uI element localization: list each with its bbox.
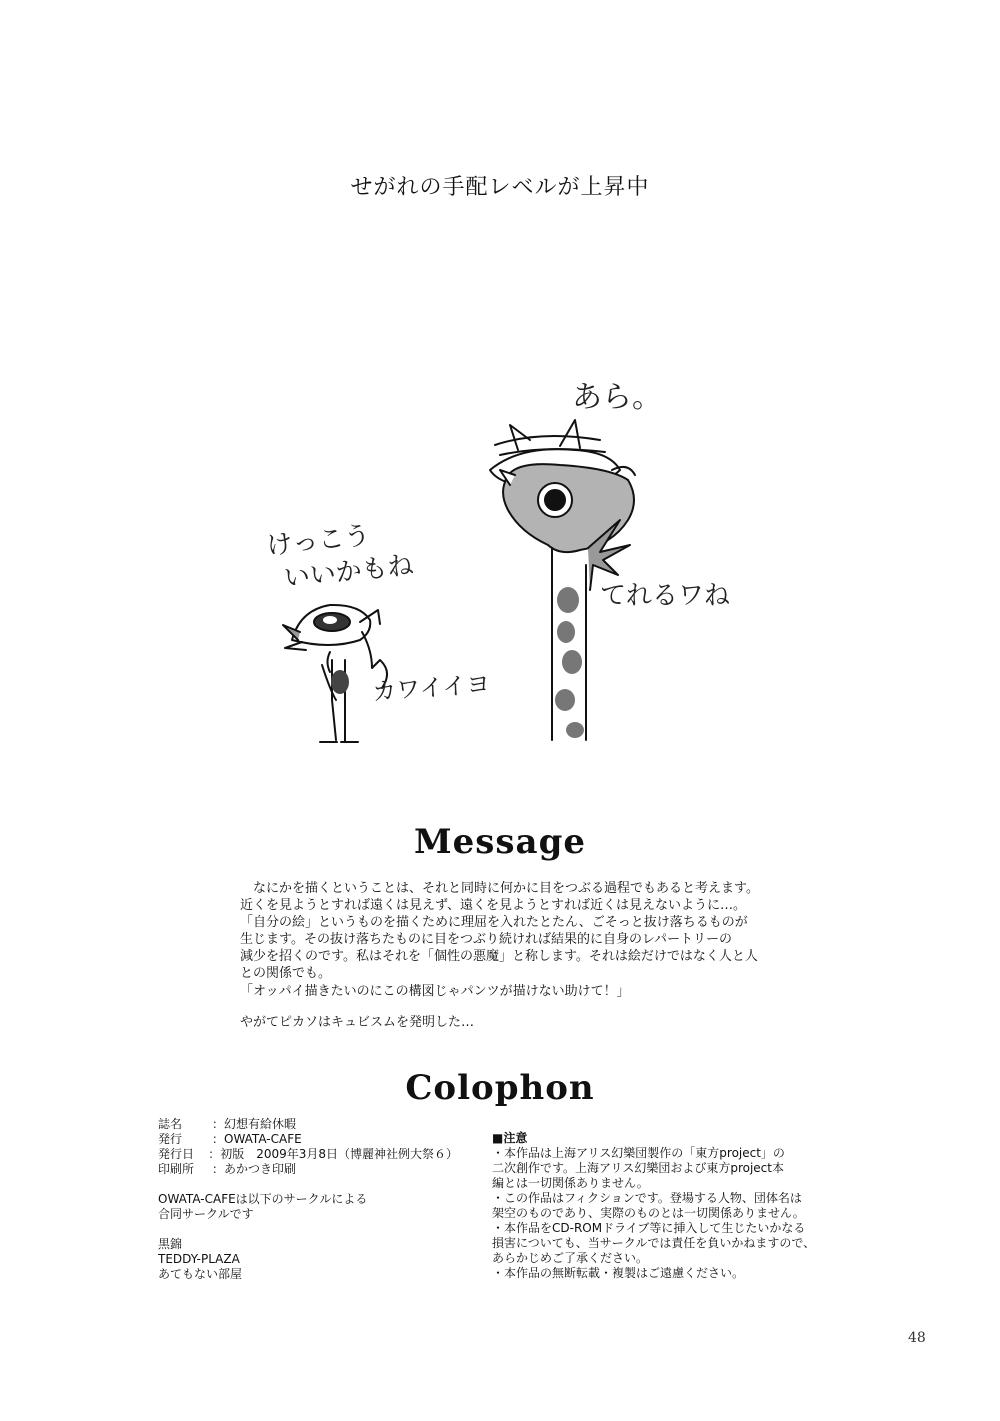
circle-note-line: OWATA-CAFEは以下のサークルによる <box>158 1192 368 1206</box>
message-line: なにかを描くということは、それと同時に何かに目をつぶる過程でもあると考えます。 <box>253 881 759 896</box>
speech-left-line1: けっこう <box>265 520 372 562</box>
page-headline: せがれの手配レベルが上昇中 <box>350 175 650 200</box>
message-line: 「自分の絵」というものを描くために理屈を入れたとたん、ごそっと抜け落ちるものが <box>240 915 748 930</box>
speech-top-right: あら。 <box>572 380 662 415</box>
colophon-value: ：OWATA-CAFE <box>212 1132 302 1146</box>
colophon-label: 印刷所 <box>158 1162 195 1176</box>
member-name: あてもない部屋 <box>158 1267 243 1281</box>
colophon-notice <box>492 1131 822 1281</box>
member-name: 黒錦 <box>158 1237 183 1251</box>
colophon-row <box>158 1162 458 1177</box>
message-quote: 「オッパイ描きたいのにこの構図じゃパンツが描けない助けて！」 <box>240 984 630 999</box>
notice-line: 編とは一切関係ありません。 <box>492 1176 649 1190</box>
member-name: TEDDY-PLAZA <box>158 1252 240 1266</box>
message-tail: やがてピカソはキュビスムを発明した… <box>240 1015 475 1030</box>
colophon-row <box>158 1147 458 1162</box>
message-line: 減少を招くのです。私はそれを「個性の悪魔」と称します。それは絵だけではなく人と人 <box>240 949 758 964</box>
colophon-title: Colophon <box>405 1068 595 1108</box>
speech-bottom: カワイイヨ <box>371 669 492 707</box>
colophon-row <box>158 1132 458 1147</box>
colophon-label: 発行 <box>158 1132 183 1146</box>
message-line: 生じます。その抜け落ちたものに目をつぶり続ければ結果的に自身のレパートリーの <box>240 932 733 947</box>
message-line: との関係でも。 <box>240 966 332 981</box>
speech-left-line2: いいかもね <box>282 550 415 594</box>
message-line: 近くを見ようとすれば遠くは見えず、遠くを見ようとすれば近くは見えないように…。 <box>240 898 746 913</box>
notice-line: ・本作品をCD-ROMドライブ等に挿入して生じたいかなる <box>492 1221 806 1235</box>
message-title: Message <box>414 822 586 862</box>
giraffe-neck <box>552 548 586 740</box>
speech-right: てれるワね <box>600 581 731 611</box>
notice-line: ・本作品は上海アリス幻樂団製作の「東方project」の <box>492 1146 785 1160</box>
colophon-value: ：あかつき印刷 <box>212 1162 297 1176</box>
colophon-details <box>158 1117 458 1282</box>
giraffe-head <box>500 464 635 590</box>
page-number: 48 <box>908 1330 926 1346</box>
notice-line: 架空のものであり、実際のものとは一切関係ありません。 <box>492 1206 805 1220</box>
colophon-label: 発行日 <box>158 1147 195 1161</box>
colophon-row <box>158 1117 458 1132</box>
notice-line: ・この作品はフィクションです。登場する人物、団体名は <box>492 1191 802 1205</box>
notice-line: ・本作品の無断転載・複製はご遠慮ください。 <box>492 1266 745 1280</box>
message-paragraph <box>240 880 770 982</box>
notice-heading: ■注意 <box>492 1131 528 1145</box>
notice-line: 損害についても、当サークルでは責任を負いかねますので、 <box>492 1236 816 1250</box>
notice-line: あらかじめご了承ください。 <box>492 1251 649 1265</box>
colophon-value: ：幻想有給休暇 <box>212 1117 297 1131</box>
circle-note-line: 合同サークルです <box>158 1207 254 1221</box>
colophon-label: 誌名 <box>158 1117 183 1131</box>
colophon-value: ：初版 2009年3月8日（博麗神社例大祭６） <box>208 1147 458 1161</box>
notice-line: 二次創作です。上海アリス幻樂団および東方project本 <box>492 1161 784 1175</box>
